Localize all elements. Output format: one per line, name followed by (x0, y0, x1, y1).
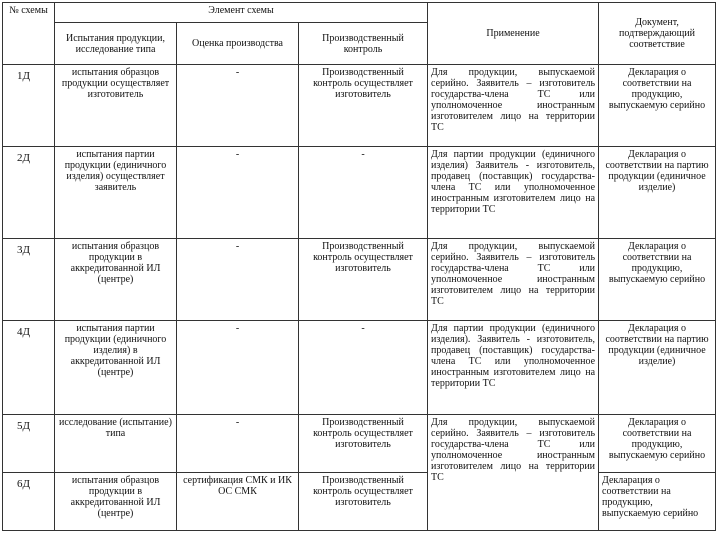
application-cell: Для партии продукции (единичного изделия) Заявитель - изготовитель, продавец (поставщик) государства-члена ТС или уполномоченное иностранным изготовителем лицо на территории ТС (428, 147, 599, 239)
testing-cell: испытания образцов продукции в аккредитованной ИЛ (центре) (55, 473, 177, 531)
control-cell: Производственный контроль осуществляет изготовитель (299, 65, 428, 147)
header-element: Элемент схемы (55, 3, 428, 23)
application-cell: Для продукции, выпускаемой серийно. Заявитель – изготовитель государства-члена ТС или уполномоченное иностранным изготовителем лицо на территории ТС (428, 239, 599, 321)
assessment-cell: - (177, 147, 299, 239)
table-row (3, 321, 716, 415)
assessment-cell: - (177, 65, 299, 147)
testing-cell: испытания партии продукции (единичного изделия) в аккредитованной ИЛ (центре) (55, 321, 177, 415)
application-cell: Для продукции, выпускаемой серийно. Заявитель – изготовитель государства-члена ТС или уполномоченное иностранным изготовителем лицо на территории ТС (428, 65, 599, 147)
application-cell: Для продукции, выпускаемой серийно. Заявитель – изготовитель государства-члена ТС или уполномоченное иностранным изготовителем лицо на территории ТС (428, 415, 599, 531)
document-cell: Декларация о соответствии на партию продукции (единичное изделие) (599, 147, 716, 239)
declaration-schemes-table (2, 2, 716, 531)
control-cell: Производственный контроль осуществляет изготовитель (299, 239, 428, 321)
table-row (3, 473, 716, 531)
header-testing: Испытания продукции, исследование типа (55, 23, 177, 65)
document-cell: Декларация о соответствии на продукцию, выпускаемую серийно (599, 65, 716, 147)
scheme-number: 3Д (3, 239, 55, 321)
scheme-number: 5Д (3, 415, 55, 473)
document-cell: Декларация о соответствии на партию продукции (единичное изделие) (599, 321, 716, 415)
header-document: Документ, подтверждающий соответствие (599, 3, 716, 65)
header-application: Применение (428, 3, 599, 65)
assessment-cell: сертификация СМК и ИК ОС СМК (177, 473, 299, 531)
testing-cell: исследование (испытание) типа (55, 415, 177, 473)
document-cell: Декларация о соответствии на продукцию, выпускаемую серийно (599, 473, 716, 531)
document-cell: Декларация о соответствии на продукцию, выпускаемую серийно (599, 239, 716, 321)
scheme-number: 2Д (3, 147, 55, 239)
table-row (3, 147, 716, 239)
table-row (3, 65, 716, 147)
header-scheme-no: № схемы (3, 3, 55, 65)
control-cell: Производственный контроль осуществляет изготовитель (299, 415, 428, 473)
testing-cell: испытания образцов продукции осуществляет изготовитель (55, 65, 177, 147)
table-row (3, 415, 716, 473)
assessment-cell: - (177, 239, 299, 321)
table-row (3, 239, 716, 321)
assessment-cell: - (177, 321, 299, 415)
header-row-1 (3, 3, 716, 23)
scheme-number: 1Д (3, 65, 55, 147)
control-cell: Производственный контроль осуществляет изготовитель (299, 473, 428, 531)
scheme-number: 4Д (3, 321, 55, 415)
header-production-assessment: Оценка производства (177, 23, 299, 65)
application-cell: Для партии продукции (единичного изделия). Заявитель - изготовитель, продавец (поставщик) государства-члена ТС или уполномоченное иностранным изготовителем лицо на территории ТС (428, 321, 599, 415)
testing-cell: испытания партии продукции (единичного изделия) осуществляет заявитель (55, 147, 177, 239)
header-production-control: Производственный контроль (299, 23, 428, 65)
assessment-cell: - (177, 415, 299, 473)
document-cell: Декларация о соответствии на продукцию, выпускаемую серийно (599, 415, 716, 473)
control-cell: - (299, 321, 428, 415)
testing-cell: испытания образцов продукции в аккредитованной ИЛ (центре) (55, 239, 177, 321)
scheme-number: 6Д (3, 473, 55, 531)
control-cell: - (299, 147, 428, 239)
